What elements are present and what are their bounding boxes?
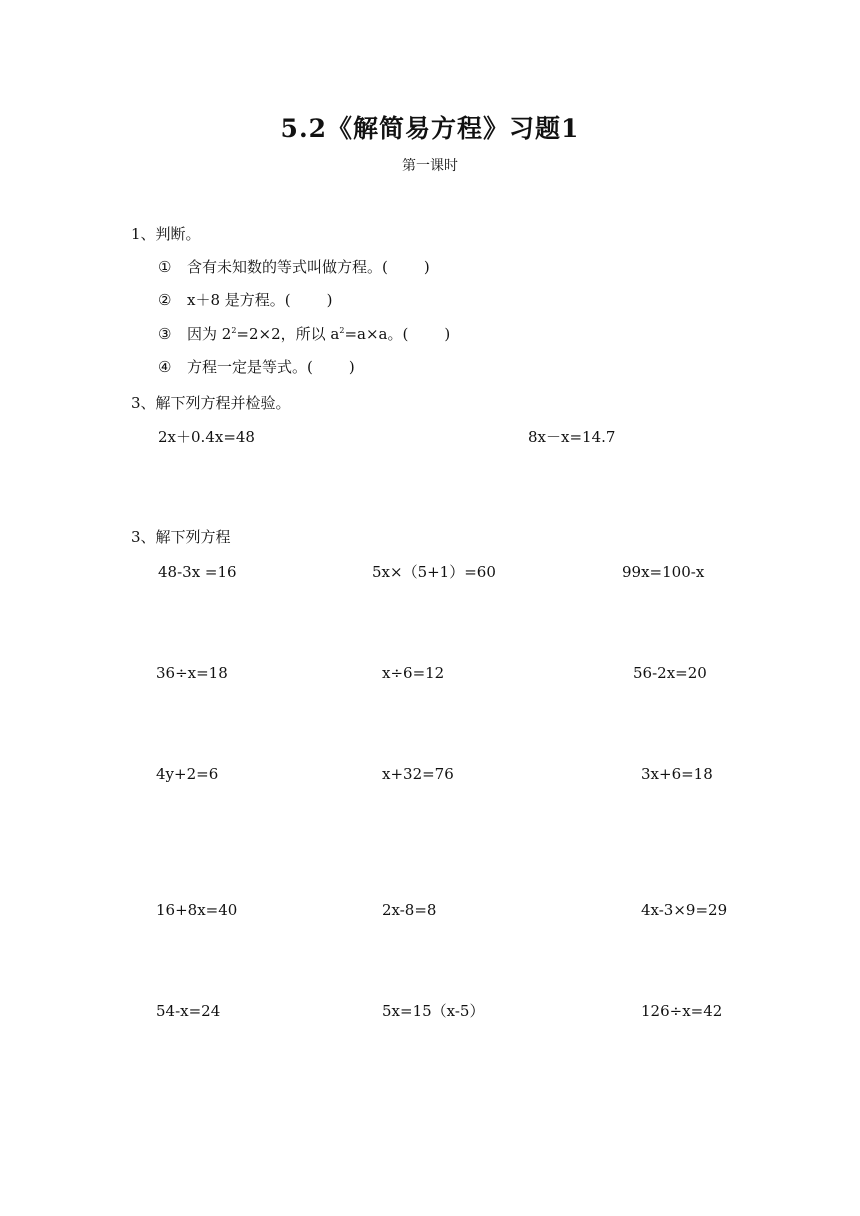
item-marker: ② (158, 291, 172, 309)
equation: 126÷x=42 (641, 1002, 723, 1020)
equation: x÷6=12 (382, 664, 445, 682)
equation: 5x×（5+1）=60 (372, 563, 496, 581)
equation: 8x－x=14.7 (528, 428, 616, 446)
item-text: x＋8 是方程。( (187, 291, 291, 309)
equation: 54-x=24 (156, 1002, 221, 1020)
equation: 4y+2=6 (156, 765, 219, 783)
item-marker: ④ (158, 358, 172, 376)
equation: 16+8x=40 (156, 901, 238, 919)
equation: 2x＋0.4x=48 (158, 428, 255, 446)
item-marker: ① (158, 258, 172, 276)
equation: x+32=76 (382, 765, 454, 783)
judge-item-1 (158, 260, 430, 275)
item-text: 含有未知数的等式叫做方程。( (187, 258, 388, 276)
answer-paren-close: ) (444, 325, 451, 343)
judge-item-4 (158, 360, 355, 375)
equation: 3x+6=18 (641, 765, 713, 783)
answer-paren-close: ) (348, 358, 355, 376)
answer-paren-close: ) (326, 291, 333, 309)
equation: 99x=100-x (622, 563, 705, 581)
section2-heading: 3、解下列方程并检验。 (131, 394, 291, 412)
item-text: 方程一定是等式。( (187, 358, 313, 376)
superscript: 2 (231, 326, 237, 335)
equation: 36÷x=18 (156, 664, 228, 682)
item-marker: ③ (158, 325, 172, 343)
answer-paren-close: ) (423, 258, 430, 276)
item-text-post: =a×a。( (344, 325, 409, 343)
worksheet-subtitle: 第一课时 (402, 158, 458, 174)
equation: 56-2x=20 (633, 664, 707, 682)
equation: 4x-3×9=29 (641, 901, 728, 919)
item-text-pre: 因为 2 (187, 325, 232, 343)
worksheet-title: 5.2《解简易方程》习题1 (280, 114, 580, 143)
section1-heading: 1、判断。 (131, 225, 201, 243)
superscript: 2 (339, 326, 345, 335)
judge-item-2 (158, 293, 333, 308)
item-text-mid: =2×2，所以 a (236, 325, 340, 343)
section3-heading: 3、解下列方程 (131, 528, 231, 546)
judge-item-3 (158, 327, 450, 342)
equation: 2x-8=8 (382, 901, 437, 919)
equation: 48-3x =16 (158, 563, 237, 581)
equation: 5x=15（x-5） (382, 1002, 485, 1020)
